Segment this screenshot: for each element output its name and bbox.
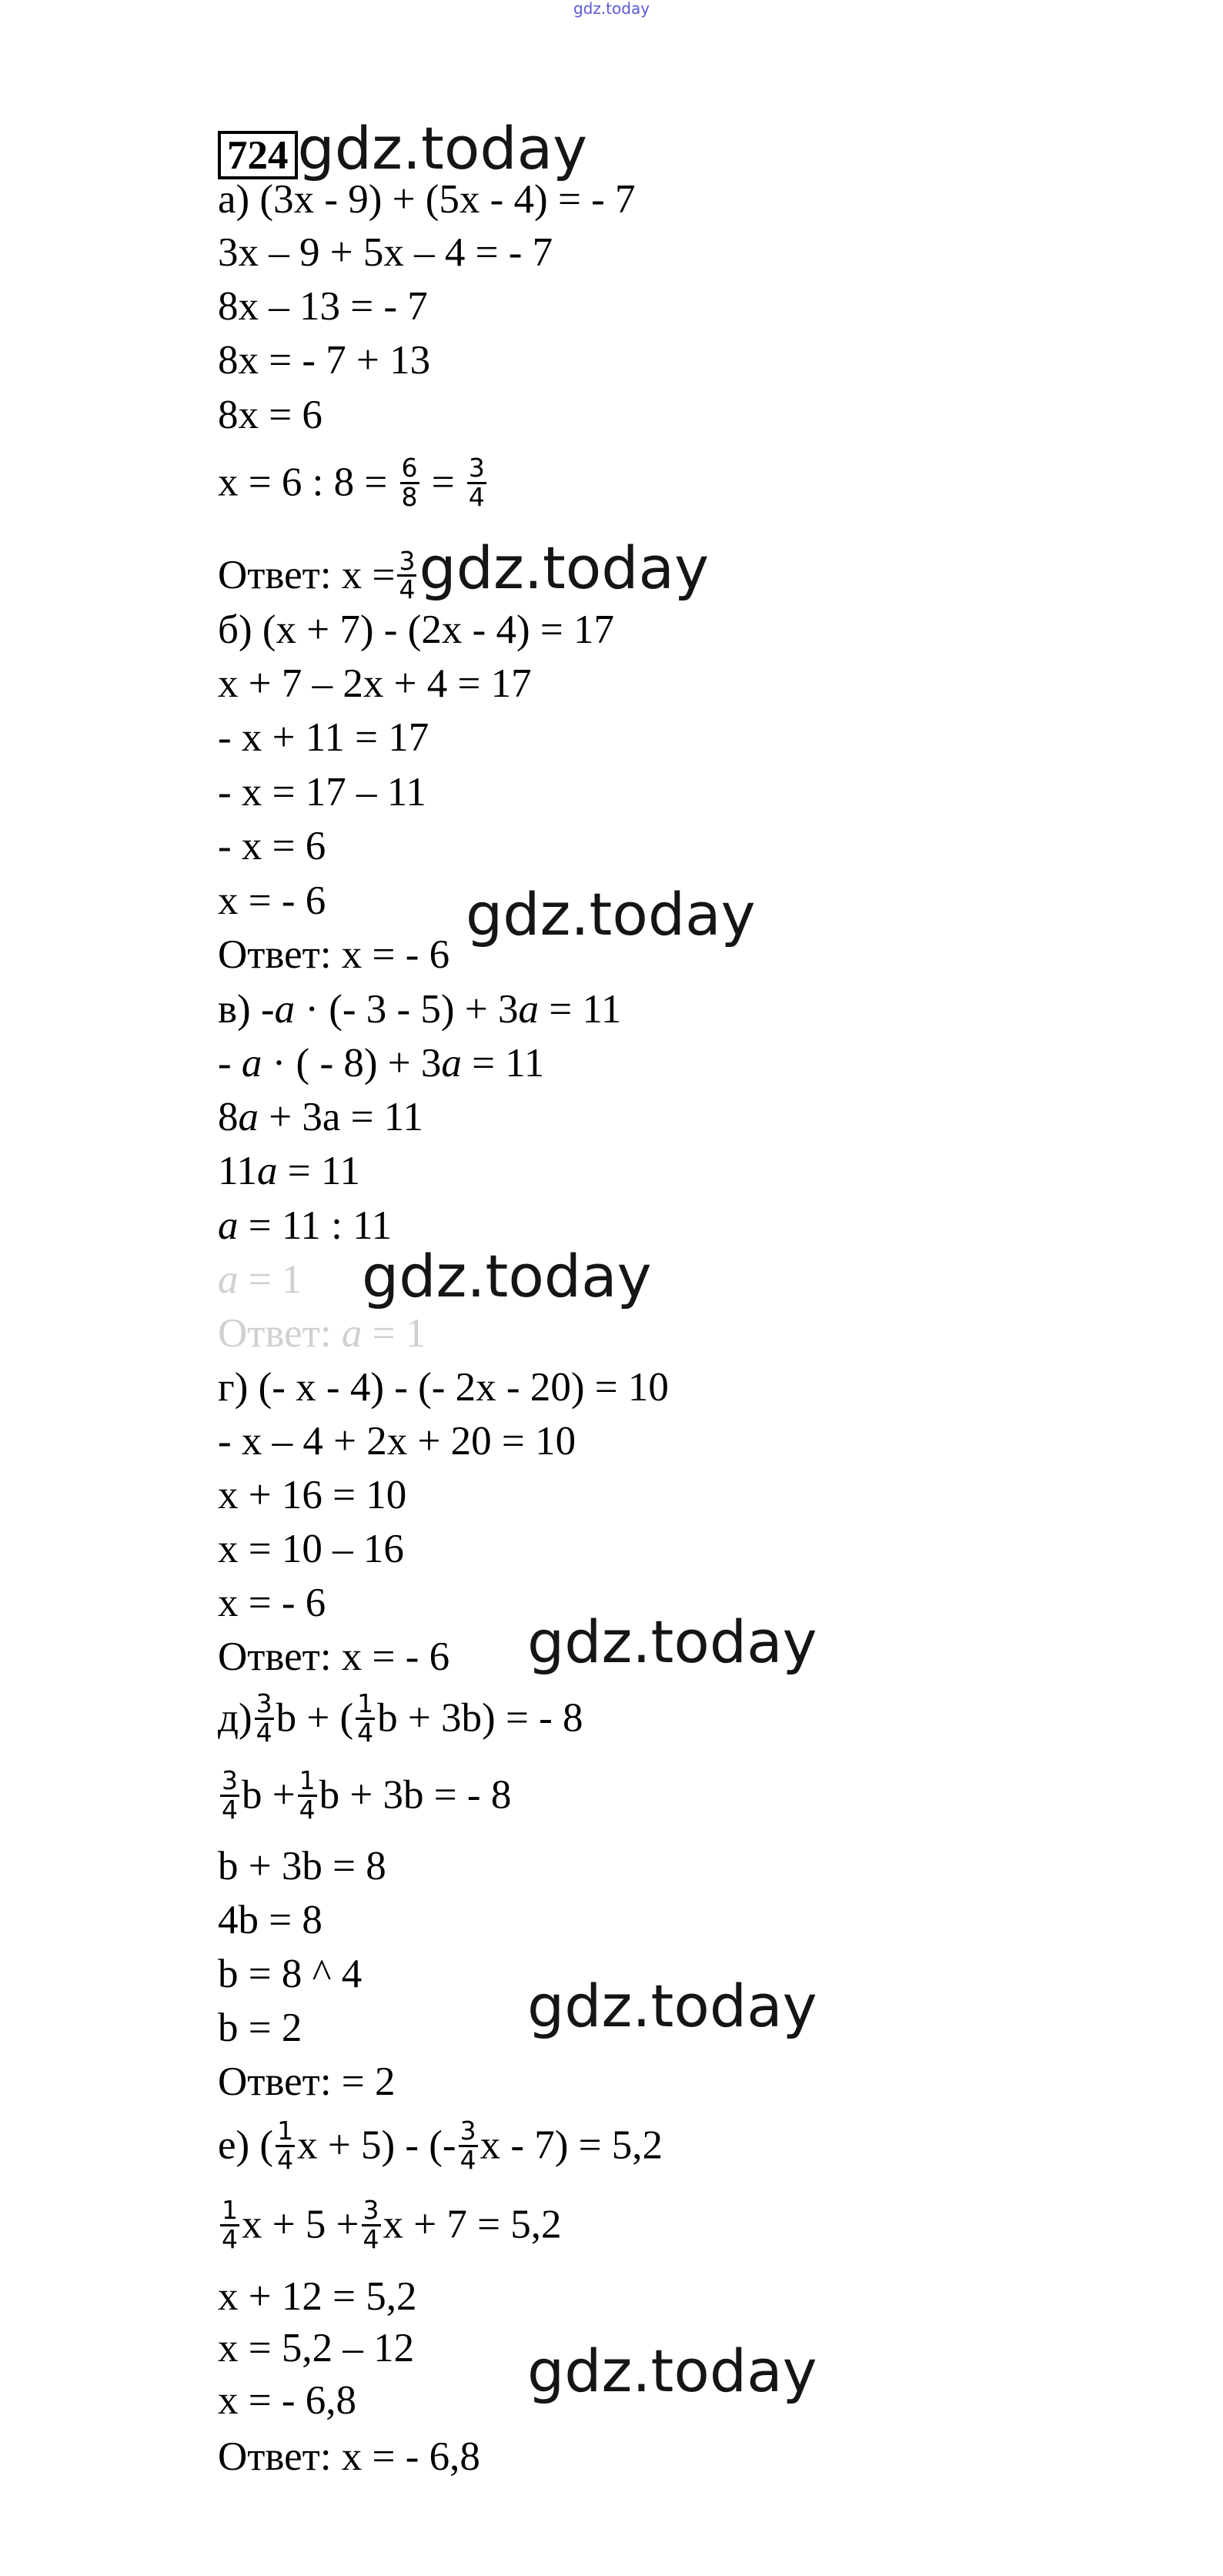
line-d-2: $\frac{3}{4}$ b + $\frac{1}{4}$ b + 3b = - 8 (222, 1765, 512, 1825)
fraction-denominator: 4 (468, 481, 485, 512)
line-g-5: x = - 6 (218, 1581, 326, 1625)
line-a-6-prefix: x = 6 : 8 = (218, 460, 388, 505)
line-v-5: a = 11 : 11 (218, 1203, 393, 1248)
line-b-3: - x + 11 = 17 (218, 715, 429, 760)
line-a-3: 8x – 13 = - 7 (218, 284, 428, 329)
line-b-2: x + 7 – 2x + 4 = 17 (218, 661, 532, 706)
answer-g: Ответ: x = - 6 (218, 1634, 450, 1679)
line-e-2: $\frac{1}{4}$ x + 5 + $\frac{3}{4}$ x + 7 = 5,2 (222, 2195, 562, 2254)
fraction-3-4: $\frac{3}{4}$ (222, 1765, 238, 1825)
line-a-2: 3x – 9 + 5x – 4 = - 7 (218, 230, 553, 275)
line-e-5: x = - 6,8 (218, 2378, 357, 2423)
problem-number: 724 (218, 131, 298, 179)
line-v-1: в) -a · (- 3 - 5) + 3a = 11 (218, 987, 622, 1032)
watermark: gdz.today (419, 534, 710, 602)
line-e-1: е) ( $\frac{1}{4}$ x + 5) - (- $\frac{3}{4}$ x - 7) = 5,2 (218, 2116, 663, 2175)
fraction-1-4: $\frac{1}{4}$ (222, 2195, 238, 2254)
brand-watermark: gdz.today (297, 114, 588, 182)
line-g-2: - x – 4 + 2x + 20 = 10 (218, 1419, 576, 1464)
line-b-1: б) (x + 7) - (2x - 4) = 17 (218, 607, 615, 652)
line-b-6: x = - 6 (218, 878, 326, 923)
line-b-4: - x = 17 – 11 (218, 770, 426, 815)
answer-a-prefix: Ответ: x = (218, 553, 396, 597)
line-b-5: - x = 6 (218, 824, 326, 868)
line-v-6: a = 1 (218, 1257, 302, 1302)
top-watermark: gdz.today (573, 0, 650, 18)
problem-header (218, 114, 588, 182)
line-e-3: x + 12 = 5,2 (218, 2274, 417, 2319)
watermark: gdz.today (466, 880, 756, 948)
watermark: gdz.today (527, 1607, 817, 1676)
fraction-1-4: $\frac{1}{4}$ (357, 1688, 374, 1748)
fraction-numerator: 3 (399, 545, 416, 576)
fraction-6-8 (400, 455, 419, 510)
equals-sign: = (431, 460, 455, 505)
answer-d: Ответ: = 2 (218, 2059, 396, 2104)
fraction-1-4: $\frac{1}{4}$ (277, 2116, 294, 2175)
line-d-6: b = 2 (218, 2006, 302, 2050)
line-v-2: - a · ( - 8) + 3a = 11 (218, 1041, 545, 1086)
watermark: gdz.today (527, 2337, 817, 2405)
line-a-4: 8x = - 7 + 13 (218, 338, 431, 383)
line-g-1: г) (- x - 4) - (- 2x - 20) = 10 (218, 1365, 669, 1410)
line-d-3: b + 3b = 8 (218, 1844, 386, 1889)
answer-v: Ответ: a = 1 (218, 1311, 426, 1356)
fraction-1-4: $\frac{1}{4}$ (299, 1765, 316, 1825)
watermark: gdz.today (362, 1242, 652, 1310)
line-d-4: 4b = 8 (218, 1898, 322, 1942)
line-a-1: а) (3x - 9) + (5x - 4) = - 7 (218, 177, 636, 222)
fraction-denominator: 8 (401, 481, 418, 512)
watermark: gdz.today (527, 1972, 817, 2040)
fraction-denominator: 4 (399, 574, 416, 605)
answer-e: Ответ: x = - 6,8 (218, 2434, 480, 2479)
answer-a (218, 534, 710, 607)
line-g-4: x = 10 – 16 (218, 1527, 404, 1571)
fraction-numerator: 6 (401, 453, 418, 483)
fraction-3-4 (467, 455, 486, 510)
line-a-6 (218, 453, 489, 514)
answer-b: Ответ: x = - 6 (218, 932, 450, 977)
fraction-3-4: $\frac{3}{4}$ (256, 1688, 272, 1748)
answer-fraction (397, 545, 416, 605)
line-v-3: 8a + 3a = 11 (218, 1095, 423, 1139)
fraction-numerator: 3 (468, 453, 485, 483)
line-d-5: b = 8 ^ 4 (218, 1952, 363, 1996)
line-d-1: д) $\frac{3}{4}$ b + ( $\frac{1}{4}$ b + 3b) = - 8 (218, 1688, 583, 1748)
fraction-3-4: $\frac{3}{4}$ (459, 2116, 476, 2175)
line-v-4: 11a = 11 (218, 1149, 360, 1193)
line-a-5: 8x = 6 (218, 393, 322, 437)
line-e-4: x = 5,2 – 12 (218, 2326, 415, 2370)
fraction-3-4: $\frac{3}{4}$ (363, 2195, 379, 2254)
line-g-3: x + 16 = 10 (218, 1473, 407, 1517)
